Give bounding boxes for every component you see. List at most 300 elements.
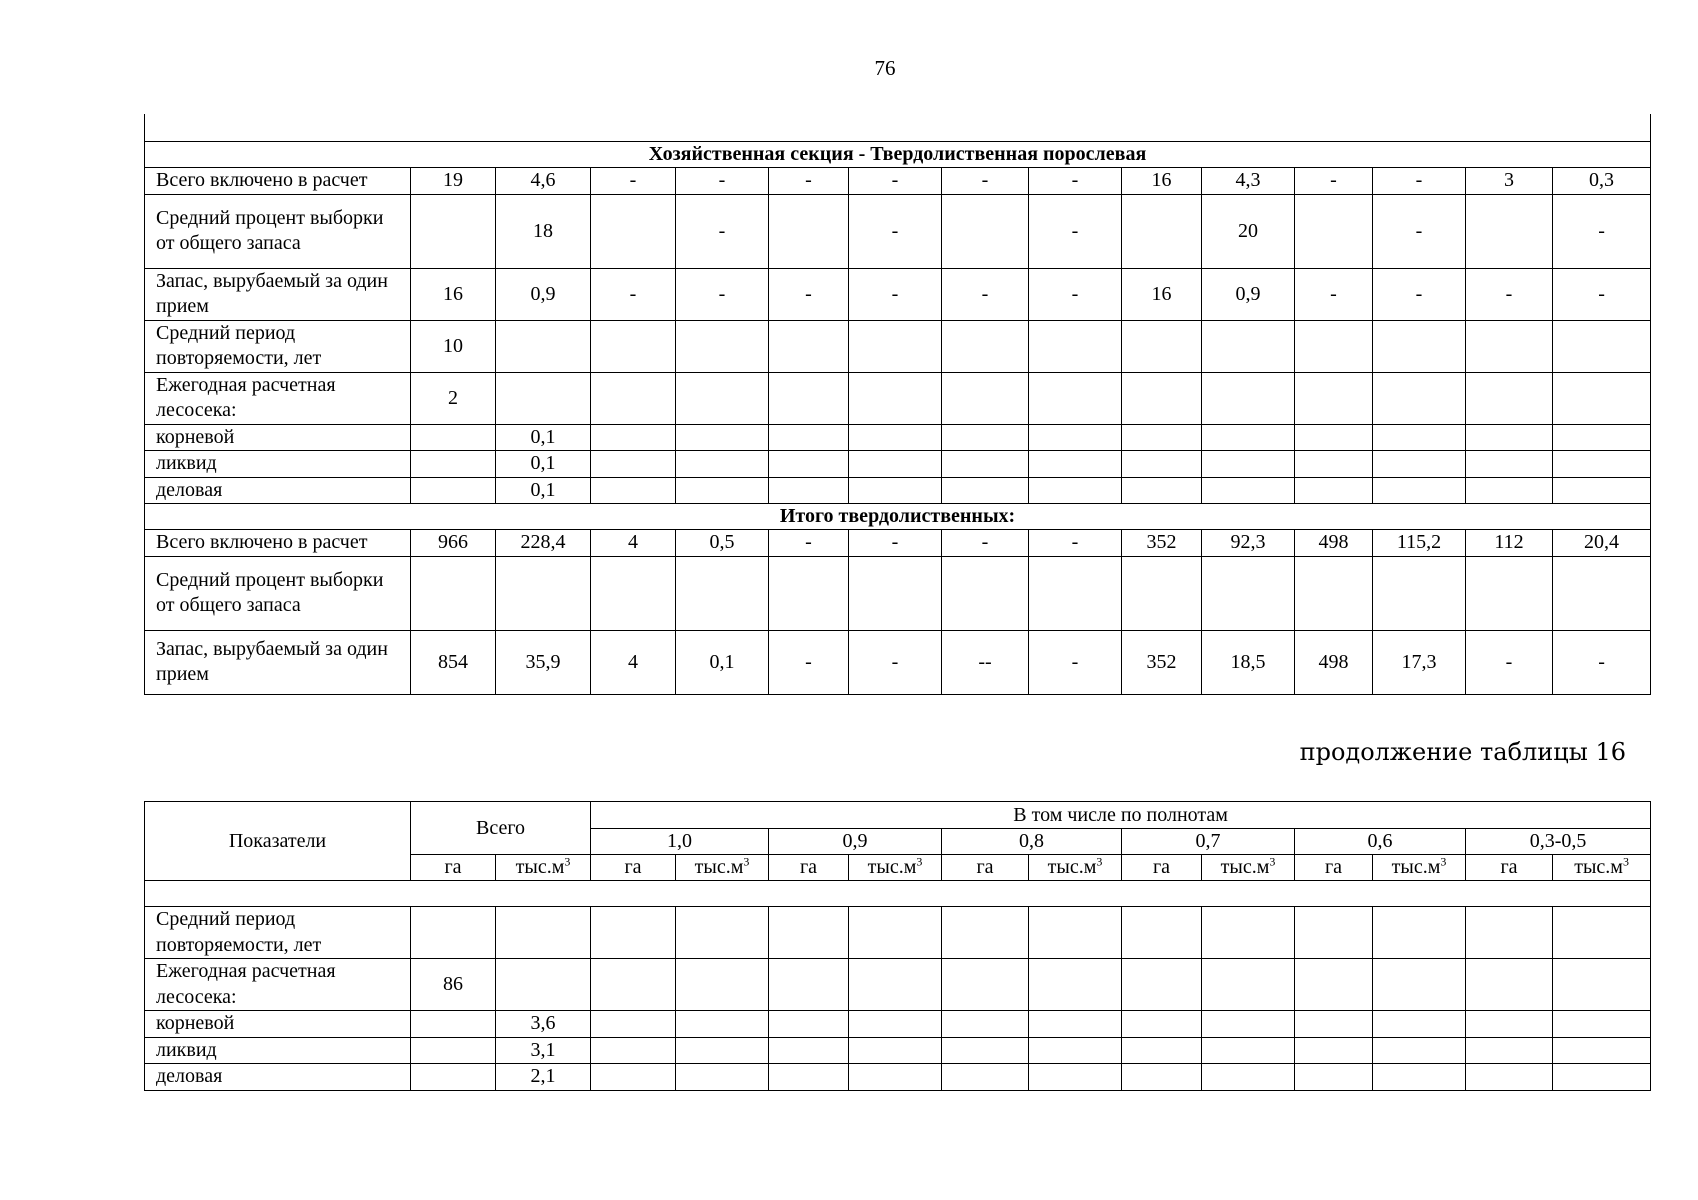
table-cell <box>1202 556 1295 630</box>
table-cell: 2 <box>411 372 496 424</box>
section-header-row <box>145 142 1651 168</box>
table-cell: 3 <box>1466 168 1553 195</box>
table-cell <box>411 1011 496 1038</box>
table-cell <box>1466 959 1553 1011</box>
table-cell <box>1202 907 1295 959</box>
table-row <box>145 372 1651 424</box>
table-cell <box>1122 1064 1202 1091</box>
header-unit-volume <box>1373 855 1466 881</box>
row-label: корневой <box>145 424 411 451</box>
table-cell <box>1373 556 1466 630</box>
row-label: ликвид <box>145 1037 411 1064</box>
table-cell <box>849 1064 942 1091</box>
section-title: Хозяйственная секция - Твердолиственная порослевая <box>145 142 1651 168</box>
table-cell <box>1029 372 1122 424</box>
table-cell <box>1373 1037 1466 1064</box>
table-cell: - <box>849 530 942 557</box>
table-cell: 4,3 <box>1202 168 1295 195</box>
table-cell <box>1373 320 1466 372</box>
row-label: Ежегодная расчетная лесосека: <box>145 372 411 424</box>
unit-volume-text: тыс.м <box>1220 856 1270 878</box>
header-by-density: В том числе по полнотам <box>591 802 1651 829</box>
table-cell <box>849 1011 942 1038</box>
table-row <box>145 1011 1651 1038</box>
table-cell <box>591 320 676 372</box>
table-cell: - <box>1029 630 1122 694</box>
table-cell <box>591 372 676 424</box>
table-row <box>145 451 1651 478</box>
table-cell: - <box>1029 194 1122 268</box>
header-density: 0,9 <box>769 829 942 855</box>
table-cell: 0,1 <box>676 630 769 694</box>
table-cell <box>591 556 676 630</box>
unit-volume-superscript: 3 <box>564 854 571 869</box>
table-cell: - <box>1295 168 1373 195</box>
table-cell <box>769 372 849 424</box>
table-cell: - <box>1029 530 1122 557</box>
table-cell <box>1373 372 1466 424</box>
table-cell <box>849 372 942 424</box>
table-cell: 2,1 <box>496 1064 591 1091</box>
blank-section-row <box>145 881 1651 907</box>
table-cell <box>411 477 496 504</box>
table-cell <box>1295 959 1373 1011</box>
table-cell: - <box>591 268 676 320</box>
table-cell: 0,9 <box>496 268 591 320</box>
section-header-row <box>145 504 1651 530</box>
table-cell <box>1553 451 1651 478</box>
table-cell <box>1122 424 1202 451</box>
row-label: Средний процент выборки от общего запаса <box>145 556 411 630</box>
table-cell: 0,1 <box>496 451 591 478</box>
table-cell <box>1295 477 1373 504</box>
page-number: 76 <box>874 56 896 80</box>
table-cell <box>1466 194 1553 268</box>
table-cell <box>942 1011 1029 1038</box>
table-continuation-stub <box>145 114 1651 142</box>
table-cell <box>1029 424 1122 451</box>
table-row <box>145 320 1651 372</box>
header-total: Всего <box>411 802 591 855</box>
table-cell <box>1466 556 1553 630</box>
table-cell <box>676 477 769 504</box>
table-cell <box>1202 320 1295 372</box>
table-cell: 86 <box>411 959 496 1011</box>
row-label: ликвид <box>145 451 411 478</box>
table-cell <box>1295 424 1373 451</box>
table-cell: 18,5 <box>1202 630 1295 694</box>
table-cell: - <box>942 268 1029 320</box>
table-cell: - <box>1466 630 1553 694</box>
table-cell <box>1122 451 1202 478</box>
table-cell: - <box>849 268 942 320</box>
table-cell <box>1202 1064 1295 1091</box>
table-cell <box>769 451 849 478</box>
table-cell <box>1373 424 1466 451</box>
table-cell <box>1466 907 1553 959</box>
table-cell <box>496 907 591 959</box>
table-row <box>145 530 1651 557</box>
table-cell <box>849 1037 942 1064</box>
table-row <box>145 268 1651 320</box>
table-cell <box>849 477 942 504</box>
table-cell <box>676 907 769 959</box>
table-cell: - <box>1373 168 1466 195</box>
stub-cell <box>145 114 1651 142</box>
table-cell <box>1295 556 1373 630</box>
table-cell <box>1466 1064 1553 1091</box>
table-cell <box>591 1037 676 1064</box>
header-unit-area: га <box>942 855 1029 881</box>
table-row <box>145 477 1651 504</box>
table-cell <box>1373 451 1466 478</box>
table-row <box>145 1064 1651 1091</box>
table-cell <box>769 556 849 630</box>
table-cell <box>1295 1064 1373 1091</box>
table-cell <box>411 1037 496 1064</box>
table-cell <box>942 959 1029 1011</box>
table-row <box>145 194 1651 268</box>
table-cell <box>1122 959 1202 1011</box>
table-cell: - <box>591 168 676 195</box>
table-cell: - <box>1029 168 1122 195</box>
table-cell <box>1466 1011 1553 1038</box>
table-cell <box>1295 320 1373 372</box>
row-label: корневой <box>145 1011 411 1038</box>
forest-table-bottom-body <box>145 881 1651 1091</box>
table-cell: - <box>769 168 849 195</box>
table-cell <box>1553 959 1651 1011</box>
table-cell <box>411 907 496 959</box>
unit-volume-text: тыс.м <box>1391 856 1441 878</box>
table-cell: 3,1 <box>496 1037 591 1064</box>
table-cell: 0,3 <box>1553 168 1651 195</box>
table-cell <box>1122 194 1202 268</box>
table-cell: - <box>1029 268 1122 320</box>
row-label: Запас, вырубаемый за один прием <box>145 630 411 694</box>
forest-table-top-body <box>145 114 1651 694</box>
table-cell <box>769 959 849 1011</box>
row-label: Всего включено в расчет <box>145 168 411 195</box>
table-cell <box>1029 1037 1122 1064</box>
table-cell: - <box>849 630 942 694</box>
table-cell: 17,3 <box>1373 630 1466 694</box>
header-unit-volume <box>849 855 942 881</box>
table-cell: - <box>676 268 769 320</box>
table-cell <box>769 477 849 504</box>
table-cell: 498 <box>1295 630 1373 694</box>
table-cell <box>1466 372 1553 424</box>
table-cell <box>591 907 676 959</box>
unit-volume-superscript: 3 <box>743 854 750 869</box>
table-cell <box>942 194 1029 268</box>
table-cell: 0,1 <box>496 477 591 504</box>
table-cell <box>591 451 676 478</box>
table-cell <box>591 1011 676 1038</box>
table-cell <box>591 959 676 1011</box>
table-cell <box>676 1011 769 1038</box>
table-cell <box>769 320 849 372</box>
table-cell <box>676 372 769 424</box>
header-unit-volume <box>1553 855 1651 881</box>
table-cell: 112 <box>1466 530 1553 557</box>
table-cell <box>1373 1064 1466 1091</box>
table-cell <box>1029 1064 1122 1091</box>
table-cell <box>1373 959 1466 1011</box>
header-density: 0,6 <box>1295 829 1466 855</box>
table-cell <box>1202 1011 1295 1038</box>
header-unit-volume <box>496 855 591 881</box>
table-cell: 4 <box>591 630 676 694</box>
table-cell <box>849 451 942 478</box>
table-row <box>145 630 1651 694</box>
unit-volume-superscript: 3 <box>916 854 923 869</box>
header-density: 0,8 <box>942 829 1122 855</box>
row-label: Средний период повторяемости, лет <box>145 320 411 372</box>
table-cell <box>1553 556 1651 630</box>
table-row <box>145 168 1651 195</box>
header-unit-area: га <box>769 855 849 881</box>
table-cell: - <box>1373 194 1466 268</box>
table-cell <box>1295 907 1373 959</box>
table-cell: 966 <box>411 530 496 557</box>
table-cell <box>1295 372 1373 424</box>
table-cell: - <box>676 168 769 195</box>
table-cell <box>1373 1011 1466 1038</box>
table-cell <box>1553 477 1651 504</box>
table-cell <box>942 1037 1029 1064</box>
table-cell: 19 <box>411 168 496 195</box>
table-cell: -- <box>942 630 1029 694</box>
table-cell: - <box>1553 194 1651 268</box>
table-cell: 16 <box>1122 168 1202 195</box>
table-row <box>145 1037 1651 1064</box>
table-cell <box>849 959 942 1011</box>
table-cell <box>769 1011 849 1038</box>
table-cell: 4 <box>591 530 676 557</box>
table-cell: 352 <box>1122 530 1202 557</box>
continuation-label: продолжение таблицы 16 <box>1299 738 1626 766</box>
table-cell <box>1466 320 1553 372</box>
table-cell <box>1202 424 1295 451</box>
table-cell: - <box>769 268 849 320</box>
table-cell: 20 <box>1202 194 1295 268</box>
table-cell <box>1295 1037 1373 1064</box>
table-cell <box>769 1037 849 1064</box>
table-row <box>145 959 1651 1011</box>
table-cell <box>849 320 942 372</box>
table-cell: - <box>1466 268 1553 320</box>
table-cell: 35,9 <box>496 630 591 694</box>
table-cell <box>1029 477 1122 504</box>
table-cell <box>1295 451 1373 478</box>
table-cell <box>1202 477 1295 504</box>
table-cell <box>942 477 1029 504</box>
header-unit-area: га <box>411 855 496 881</box>
header-unit-area: га <box>1122 855 1202 881</box>
table-cell <box>849 556 942 630</box>
table-cell <box>676 451 769 478</box>
table-cell <box>1553 1064 1651 1091</box>
header-indicators: Показатели <box>145 802 411 881</box>
row-label: Всего включено в расчет <box>145 530 411 557</box>
table-cell <box>1466 424 1553 451</box>
table-cell <box>769 1064 849 1091</box>
table-cell: 16 <box>411 268 496 320</box>
table-cell: - <box>1295 268 1373 320</box>
table-cell: 10 <box>411 320 496 372</box>
table-cell <box>591 477 676 504</box>
table-header <box>145 802 1651 881</box>
table-cell <box>1122 372 1202 424</box>
table-cell <box>1029 320 1122 372</box>
table-row <box>145 556 1651 630</box>
table-cell <box>1029 959 1122 1011</box>
header-unit-volume <box>1029 855 1122 881</box>
table-cell <box>411 424 496 451</box>
table-cell <box>769 424 849 451</box>
table-cell <box>676 424 769 451</box>
table-cell <box>1122 1037 1202 1064</box>
table-cell <box>676 1064 769 1091</box>
table-cell <box>1373 907 1466 959</box>
table-cell: 0,5 <box>676 530 769 557</box>
table-cell: 0,9 <box>1202 268 1295 320</box>
table-cell <box>1553 372 1651 424</box>
header-unit-area: га <box>1466 855 1553 881</box>
table-cell: 0,1 <box>496 424 591 451</box>
table-cell <box>1553 1011 1651 1038</box>
row-label: деловая <box>145 1064 411 1091</box>
table-cell <box>1553 907 1651 959</box>
unit-volume-superscript: 3 <box>1622 854 1629 869</box>
table-cell: 4,6 <box>496 168 591 195</box>
header-density: 0,3-0,5 <box>1466 829 1651 855</box>
table-cell: 18 <box>496 194 591 268</box>
table-cell <box>1466 1037 1553 1064</box>
table-cell <box>1553 1037 1651 1064</box>
table-cell <box>942 372 1029 424</box>
table-cell <box>942 907 1029 959</box>
table-cell <box>1202 959 1295 1011</box>
table-cell: - <box>849 194 942 268</box>
table-cell <box>1202 1037 1295 1064</box>
row-label: Средний процент выборки от общего запаса <box>145 194 411 268</box>
table-cell: 92,3 <box>1202 530 1295 557</box>
table-cell <box>849 424 942 451</box>
table-cell <box>591 194 676 268</box>
table-cell <box>1295 1011 1373 1038</box>
table-cell <box>591 1064 676 1091</box>
table-cell <box>1122 556 1202 630</box>
table-cell: - <box>1373 268 1466 320</box>
table-cell: - <box>676 194 769 268</box>
table-cell <box>942 424 1029 451</box>
forest-table-top <box>144 114 1651 695</box>
table-cell: 20,4 <box>1553 530 1651 557</box>
table-cell: - <box>942 168 1029 195</box>
header-density: 0,7 <box>1122 829 1295 855</box>
table-cell <box>1122 477 1202 504</box>
table-cell <box>496 556 591 630</box>
table-cell <box>676 320 769 372</box>
table-cell: - <box>769 530 849 557</box>
table-row <box>145 424 1651 451</box>
table-cell <box>942 556 1029 630</box>
unit-volume-superscript: 3 <box>1096 854 1103 869</box>
table-cell: 16 <box>1122 268 1202 320</box>
table-cell: 228,4 <box>496 530 591 557</box>
table-cell: - <box>1553 268 1651 320</box>
table-cell <box>1029 556 1122 630</box>
table-cell: 352 <box>1122 630 1202 694</box>
table-cell <box>676 1037 769 1064</box>
table-cell <box>591 424 676 451</box>
row-label: Ежегодная расчетная лесосека: <box>145 959 411 1011</box>
table-cell: - <box>942 530 1029 557</box>
table-cell <box>942 320 1029 372</box>
table-cell <box>496 320 591 372</box>
table-cell: 3,6 <box>496 1011 591 1038</box>
table-cell <box>676 556 769 630</box>
table-cell <box>496 959 591 1011</box>
section-title: Итого твердолиственных: <box>145 504 1651 530</box>
table-cell <box>1553 424 1651 451</box>
table-cell <box>1202 451 1295 478</box>
table-cell <box>411 451 496 478</box>
table-cell <box>676 959 769 1011</box>
table-cell <box>1029 1011 1122 1038</box>
header-unit-area: га <box>1295 855 1373 881</box>
unit-volume-text: тыс.м <box>515 856 565 878</box>
table-cell <box>1553 320 1651 372</box>
table-cell <box>769 194 849 268</box>
header-unit-area: га <box>591 855 676 881</box>
unit-volume-superscript: 3 <box>1440 854 1447 869</box>
table-cell <box>942 451 1029 478</box>
table-cell: - <box>849 168 942 195</box>
row-label: Средний период повторяемости, лет <box>145 907 411 959</box>
table-cell <box>1122 907 1202 959</box>
table-cell <box>1466 451 1553 478</box>
table-cell <box>849 907 942 959</box>
table-cell: 115,2 <box>1373 530 1466 557</box>
header-unit-volume <box>1202 855 1295 881</box>
table-cell <box>1122 320 1202 372</box>
header-unit-volume <box>676 855 769 881</box>
table-cell: 854 <box>411 630 496 694</box>
unit-volume-text: тыс.м <box>867 856 917 878</box>
unit-volume-text: тыс.м <box>1047 856 1097 878</box>
unit-volume-text: тыс.м <box>694 856 744 878</box>
table-cell <box>411 556 496 630</box>
table-cell <box>1029 451 1122 478</box>
header-density: 1,0 <box>591 829 769 855</box>
table-cell <box>1122 1011 1202 1038</box>
forest-table-bottom <box>144 801 1651 1091</box>
table-cell <box>769 907 849 959</box>
table-cell <box>1029 907 1122 959</box>
row-label: Запас, вырубаемый за один прием <box>145 268 411 320</box>
table-cell <box>1295 194 1373 268</box>
table-cell <box>1202 372 1295 424</box>
blank-section-cell <box>145 881 1651 907</box>
unit-volume-text: тыс.м <box>1574 856 1623 878</box>
table-cell <box>1373 477 1466 504</box>
row-label: деловая <box>145 477 411 504</box>
table-row <box>145 907 1651 959</box>
table-cell <box>496 372 591 424</box>
